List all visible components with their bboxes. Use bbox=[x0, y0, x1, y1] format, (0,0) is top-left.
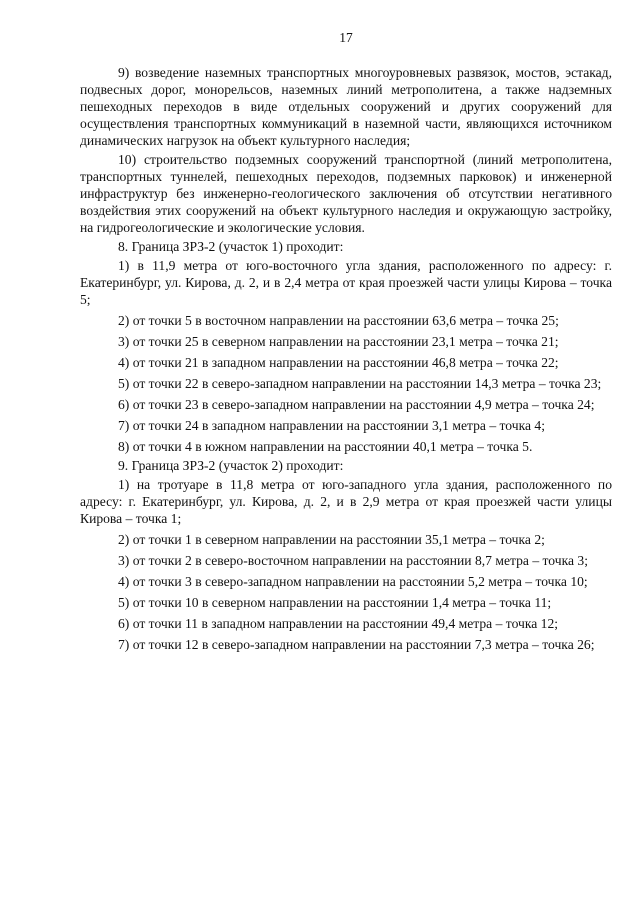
section-heading-9: 9. Граница ЗРЗ-2 (участок 2) проходит: bbox=[118, 458, 344, 473]
boundary-point-item: 2) от точки 5 в восточном направлении на расстоянии 63,6 метра – точка 25; bbox=[118, 313, 559, 328]
document-page bbox=[80, 30, 612, 655]
boundary-point-item: 4) от точки 21 в западном направлении на расстоянии 46,8 метра – точка 22; bbox=[118, 355, 559, 370]
section-heading-8: 8. Граница ЗРЗ-2 (участок 1) проходит: bbox=[118, 239, 344, 254]
boundary-point-item: 3) от точки 25 в северном направлении на расстоянии 23,1 метра – точка 21; bbox=[118, 334, 559, 349]
boundary-point-item: 1) в 11,9 метра от юго-восточного угла здания, расположенного по адресу: г. Екатеринбург, ул. Кирова, д. 2, и в 2,4 метра от края проезжей части улицы Кирова – точка 5; bbox=[80, 258, 612, 307]
boundary-point-item: 7) от точки 24 в западном направлении на расстоянии 3,1 метра – точка 4; bbox=[118, 418, 545, 433]
boundary-point-item: 6) от точки 11 в западном направлении на расстоянии 49,4 метра – точка 12; bbox=[118, 616, 559, 631]
boundary-point-item: 6) от точки 23 в северо-западном направлении на расстоянии 4,9 метра – точка 24; bbox=[118, 397, 595, 412]
boundary-point-item: 2) от точки 1 в северном направлении на расстоянии 35,1 метра – точка 2; bbox=[118, 532, 545, 547]
boundary-point-item: 3) от точки 2 в северо-восточном направлении на расстоянии 8,7 метра – точка 3; bbox=[118, 553, 588, 568]
boundary-point-item: 5) от точки 22 в северо-западном направлении на расстоянии 14,3 метра – точка 23; bbox=[118, 376, 602, 391]
paragraph-item-9-construction: 9) возведение наземных транспортных многоуровневых развязок, мостов, эстакад, подвесных дорог, монорельсов, наземных линий метрополитена, а также надземных пешеходных переходов в виде отдельных сооружений и других сооружений для осуществления транспортных коммуникаций в наземной части, являющихся источником динамических нагрузок на объект культурного наследия; bbox=[80, 65, 612, 148]
boundary-point-item: 5) от точки 10 в северном направлении на расстоянии 1,4 метра – точка 11; bbox=[118, 595, 552, 610]
boundary-point-item: 7) от точки 12 в северо-западном направлении на расстоянии 7,3 метра – точка 26; bbox=[118, 637, 595, 652]
boundary-point-item: 4) от точки 3 в северо-западном направлении на расстоянии 5,2 метра – точка 10; bbox=[118, 574, 588, 589]
boundary-point-item: 1) на тротуаре в 11,8 метра от юго-западного угла здания, расположенного по адресу: г. Екатеринбург, ул. Кирова, д. 2, и в 2,9 метра от края проезжей части улицы Кирова – точка 1; bbox=[80, 477, 612, 526]
paragraph-item-10-underground: 10) строительство подземных сооружений транспортной (линий метрополитена, транспортных туннелей, пешеходных переходов, подземных парковок) и инженерной инфраструктур без инженерно-геологического заключения об отсутствии негативного воздействия этих сооружений на объект культурного наследия и окружающую застройку, на гидрогеологические и экологические условия. bbox=[80, 152, 612, 235]
page-number: 17 bbox=[339, 30, 353, 45]
boundary-point-item: 8) от точки 4 в южном направлении на расстоянии 40,1 метра – точка 5. bbox=[118, 439, 533, 454]
